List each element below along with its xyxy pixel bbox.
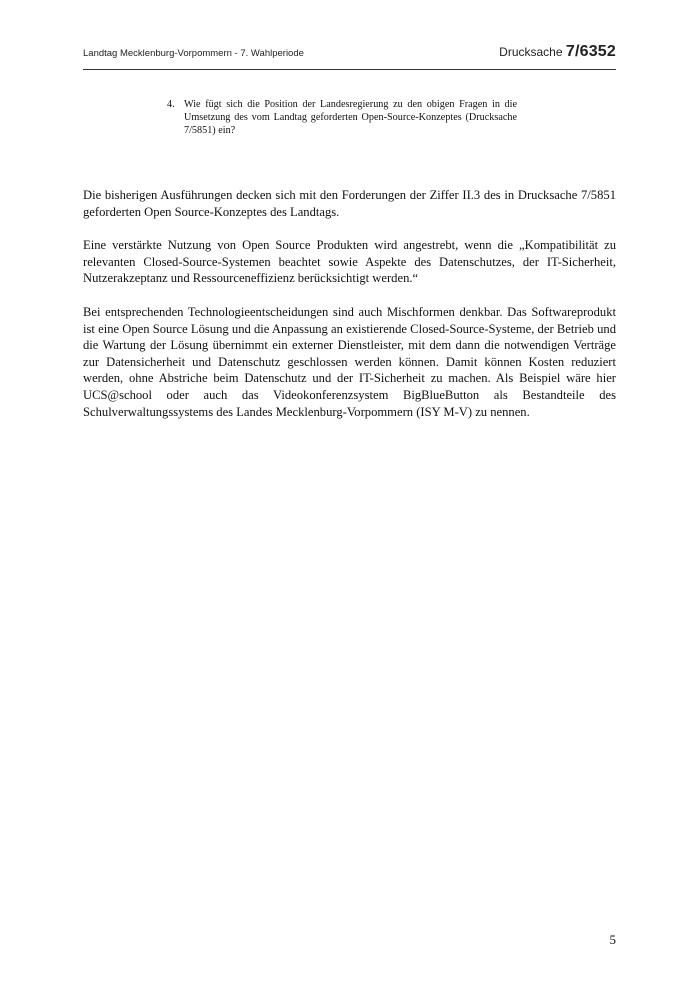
- answer-paragraph-3: Bei entsprechenden Technologieentscheidungen sind auch Mischformen denkbar. Das Softwareprodukt ist eine Open Source Lösung und die Anpassung an existierende Closed-Source-Systeme, der Betrieb und die Wartung der Lösung übernimmt ein externer Dienstleister, mit dem dann die notwendigen Verträge zur Datensicherheit und Datenschutz geschlossen werden können. Damit können Kosten reduziert werden, ohne Abstriche beim Datenschutz und der IT-Sicherheit zu machen. Als Beispiel wäre hier UCS@school oder auch das Videokonferenzsystem BigBlueButton als Bestandteile des Schulverwaltungssystems des Landes Mecklenburg-Vorpommern (ISY M-V) zu nennen.: [83, 304, 616, 419]
- header-divider: [83, 69, 616, 70]
- parliament-title: Landtag Mecklenburg-Vorpommern - 7. Wahlperiode: [83, 48, 304, 59]
- document-reference: [499, 43, 616, 61]
- question-text: Wie fügt sich die Position der Landesregierung zu den obigen Fragen in die Umsetzung des vom Landtag geforderten Open-Source-Konzeptes (Drucksache 7/5851) ein?: [184, 99, 517, 136]
- page-number: 5: [609, 932, 616, 947]
- answer-body: [83, 187, 616, 437]
- document-label: Drucksache: [499, 45, 563, 59]
- question-number: 4.: [167, 99, 175, 110]
- answer-paragraph-2: Eine verstärkte Nutzung von Open Source Produkten wird angestrebt, wenn die „Kompatibilität zu relevanten Closed-Source-Systemen beachtet sowie Aspekte des Datenschutzes, der IT-Sicherheit, Nutzerakzeptanz und Ressourceneffizienz berücksichtigt werden.“: [83, 238, 616, 286]
- answer-paragraph-1: Die bisherigen Ausführungen decken sich mit den Forderungen der Ziffer II.3 des in Drucksache 7/5851 geforderten Open Source-Konzeptes des Landtags.: [83, 188, 616, 219]
- document-number: 7/6352: [565, 43, 616, 60]
- question-item: [167, 98, 517, 137]
